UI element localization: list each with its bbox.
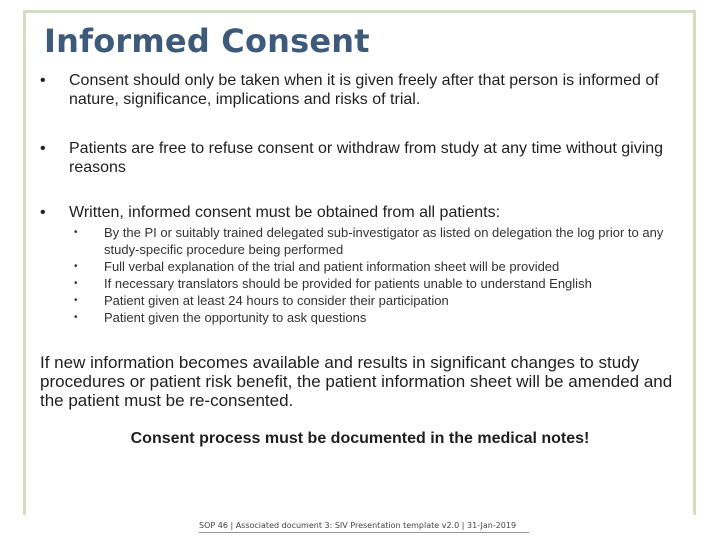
slide-footer: SOP 46 | Associated document 3: SIV Presentation template v2.0 | 31-Jan-2019 (199, 520, 529, 533)
sub-bullet-text: Patient given at least 24 hours to consider their participation (104, 293, 449, 308)
slide-title: Informed Consent (44, 22, 370, 60)
bullet-text: Written, informed consent must be obtained from all patients: (69, 204, 501, 221)
sub-bullet-text: If necessary translators should be provided for patients unable to understand English (104, 276, 592, 291)
bullet-marker: • (40, 72, 46, 89)
sub-bullet-text: Patient given the opportunity to ask questions (104, 310, 367, 325)
re-consent-note: If new information becomes available and results in significant changes to study procedures or patient risk benefit, the patient information sheet will be amended and the patient must be re-consented. (40, 353, 673, 410)
bullet-text: Patients are free to refuse consent or withdraw from study at any time without giving reasons (69, 140, 664, 176)
documentation-reminder: Consent process must be documented in the medical notes! (130, 430, 590, 447)
sub-bullet-item (74, 258, 674, 275)
sub-bullet-item (74, 275, 674, 292)
sub-bullet-text: Full verbal explanation of the trial and patient information sheet will be provided (104, 259, 560, 274)
bullet-marker: • (40, 140, 46, 157)
sub-bullet-item (74, 292, 674, 309)
sub-bullet-marker: • (74, 261, 78, 272)
sub-bullet-item (74, 224, 674, 258)
sub-bullet-marker: • (74, 312, 78, 323)
sub-bullet-list (74, 224, 674, 326)
bullet-text: Consent should only be taken when it is given freely after that person is informed of nature, significance, implications and risks of trial. (69, 72, 659, 108)
sub-bullet-item (74, 309, 674, 326)
sub-bullet-text: By the PI or suitably trained delegated sub-investigator as listed on delegation the log prior to any study-specific procedure being performed (104, 225, 664, 257)
sub-bullet-marker: • (74, 227, 78, 238)
sub-bullet-marker: • (74, 295, 78, 306)
sub-bullet-marker: • (74, 278, 78, 289)
bullet-marker: • (40, 204, 46, 221)
